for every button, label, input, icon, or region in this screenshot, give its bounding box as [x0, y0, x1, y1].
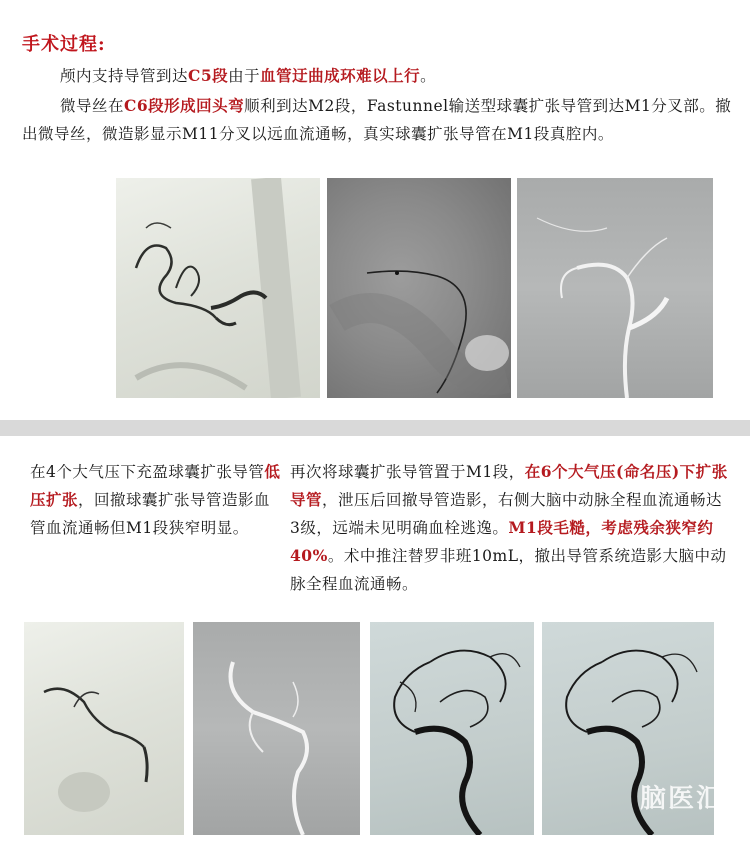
- paragraph-2: 微导丝在C6段形成回头弯顺利到达M2段，Fastunnel输送型球囊扩张导管到达M1分叉部。撤出微导丝，微造影显示M11分叉以远血流通畅，真实球囊扩张导管在M1段真腔内。: [22, 96, 732, 143]
- paragraph-1: 颅内支持导管到达C5段由于血管迂曲成环难以上行。: [60, 66, 437, 85]
- watermark-text: 脑医汇: [640, 784, 725, 814]
- watermark-logo: [640, 778, 740, 818]
- angiogram-image-1: [116, 178, 320, 398]
- angiogram-image-4: [24, 622, 184, 835]
- paragraph-3: 在4个大气压下充盈球囊扩张导管低压扩张，回撤球囊扩张导管造影血管血流通畅但M1段狭窄明显。: [30, 462, 281, 537]
- paragraph-4: 再次将球囊扩张导管置于M1段，在6个大气压(命名压)下扩张导管，泄压后回撤导管造影，右侧大脑中动脉全程血流通畅达3级，远端未见明确血栓逃逸。M1段毛糙，考虑残余狭窄约40%。术中推注替罗非班10mL，撤出导管系统造影大脑中动脉全程血流通畅。: [290, 462, 728, 593]
- section-heading: 手术过程:: [22, 34, 106, 55]
- angiogram-image-5: [193, 622, 360, 835]
- angiogram-image-6: [370, 622, 534, 835]
- section-divider: [0, 420, 750, 436]
- fluoroscopy-image: [327, 178, 511, 398]
- angiogram-image-3: [517, 178, 713, 398]
